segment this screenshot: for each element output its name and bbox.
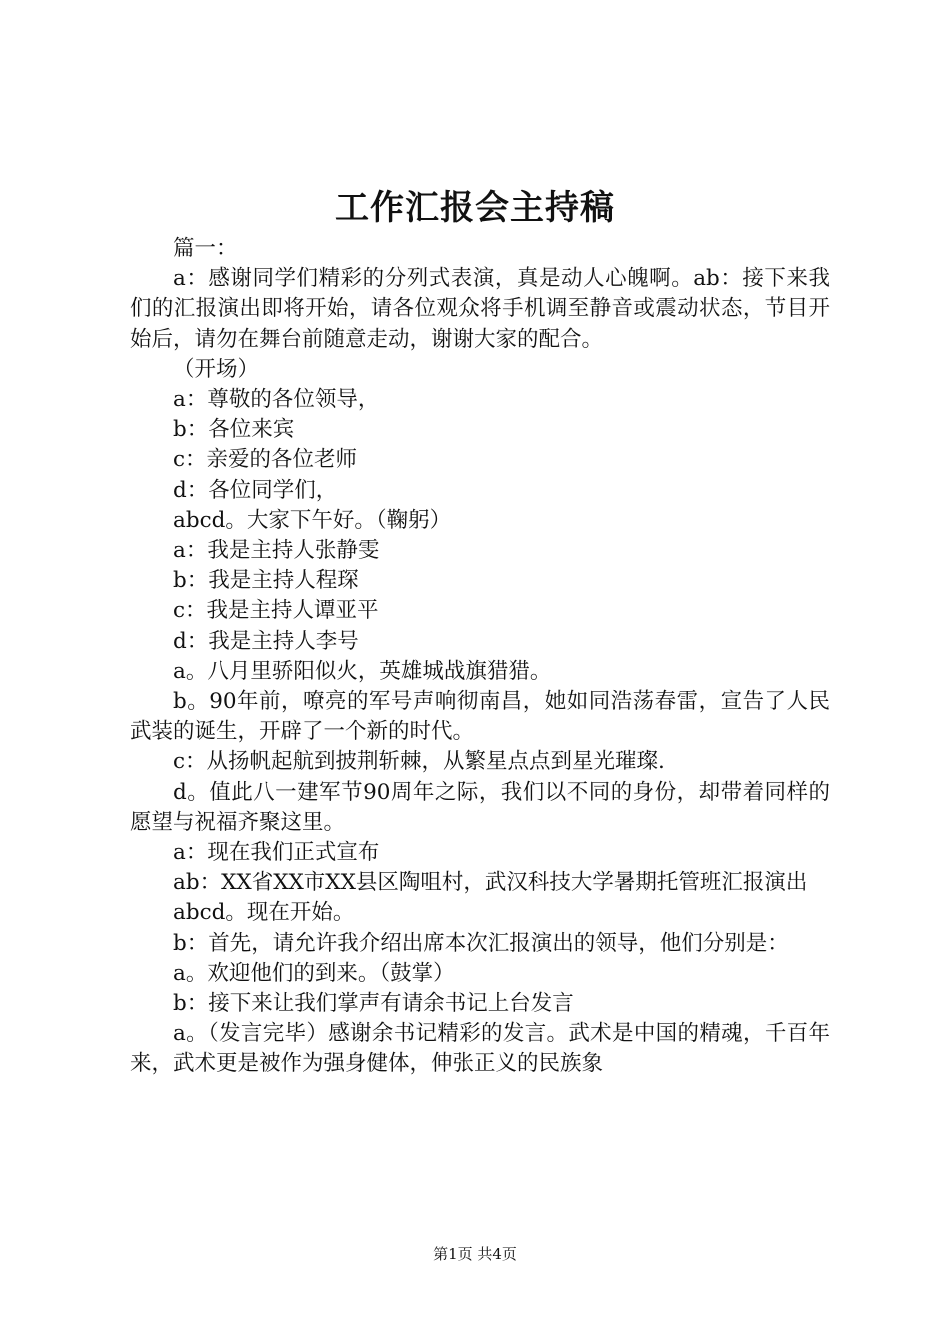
paragraph: （开场） [173,356,260,382]
paragraph: a。（发言完毕）感谢余书记精彩的发言。武术是中国的精魂，千百年来，武术更是被作为强身健体，伸张正义的民族象 [130,1021,830,1077]
paragraph: b。90年前，嘹亮的军号声响彻南昌，她如同浩荡春雷，宣告了人民武装的诞生，开辟了一个新的时代。 [130,689,830,745]
paragraph: a。八月里骄阳似火，英雄城战旗猎猎。 [173,658,552,684]
paragraph: a：我是主持人张静雯 [173,538,380,564]
page-footer: 第1页 共4页 [433,1245,517,1263]
paragraph: d：各位同学们， [173,477,338,503]
paragraph: 篇一： [173,236,238,261]
paragraph: b：我是主持人程琛 [173,568,359,594]
paragraph: b：接下来让我们掌声有请余书记上台发言 [173,991,574,1017]
paragraph: a。欢迎他们的到来。（鼓掌） [173,960,455,986]
paragraph: a：尊敬的各位领导， [173,387,380,413]
paragraph: d：我是主持人李号 [173,628,359,654]
document-body [130,234,830,1080]
paragraph: a：感谢同学们精彩的分列式表演，真是动人心魄啊。ab：接下来我们的汇报演出即将开始，请各位观众将手机调至静音或震动状态，节目开始后，请勿在舞台前随意走动，谢谢大家的配合。 [130,266,830,352]
paragraph: abcd。大家下午好。（鞠躬） [173,507,452,533]
paragraph: a：现在我们正式宣布 [173,840,380,866]
paragraph: c：从扬帆起航到披荆斩棘，从繁星点点到星光璀璨. [173,749,665,775]
paragraph: c：亲爱的各位老师 [173,447,358,473]
paragraph: b：各位来宾 [173,417,295,443]
paragraph: b：首先，请允许我介绍出席本次汇报演出的领导，他们分别是： [173,930,789,956]
paragraph: c：我是主持人谭亚平 [173,598,379,624]
document-title: 工作汇报会主持稿 [335,188,615,228]
paragraph: abcd。现在开始。 [173,900,355,926]
paragraph: d。值此八一建军节90周年之际，我们以不同的身份，却带着同样的愿望与祝福齐聚这里。 [130,779,830,835]
paragraph: ab：XX省XX市XX县区陶咀村，武汉科技大学暑期托管班汇报演出 [173,870,808,896]
